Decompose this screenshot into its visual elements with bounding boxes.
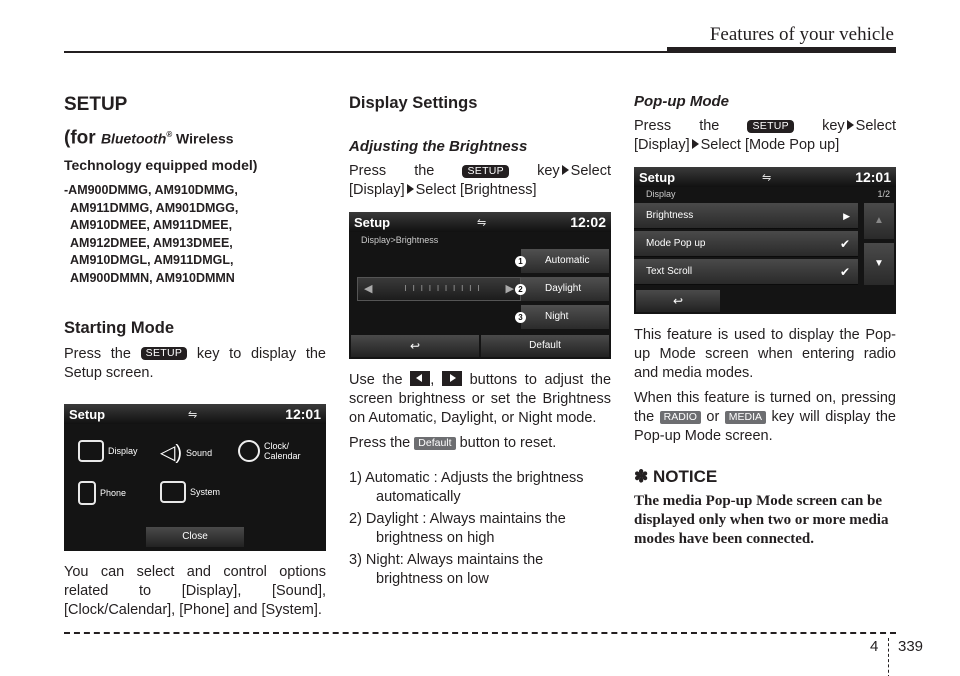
sound-tile (160, 440, 212, 465)
phone-tile (78, 481, 126, 505)
footer-separator (888, 638, 889, 676)
clock-tile (238, 440, 324, 462)
display-icon (78, 440, 104, 462)
night-option (521, 305, 609, 329)
display-bracket: [Display] (634, 137, 690, 153)
starting-mode-heading: Starting Mode (64, 319, 174, 338)
column-2 (349, 88, 611, 589)
select-mode: Select [Mode Pop up] (700, 137, 840, 153)
model-list (64, 182, 326, 287)
key-rest: key will display the Pop-up Mode screen. (634, 409, 896, 444)
screen-clock: 12:01 (855, 169, 891, 185)
close-button: Close (146, 527, 244, 547)
header-rule-thick (667, 47, 896, 53)
setup-screen-image (64, 404, 326, 551)
use-buttons-text (349, 371, 611, 428)
popup-mode-heading: Pop-up Mode (634, 93, 729, 110)
option-label: Night (545, 311, 569, 322)
model-line: AM911DMMG, AM901DMGG, (70, 200, 239, 215)
brightness-slider (357, 277, 521, 301)
screen-title: Setup (69, 407, 106, 423)
automatic-option (521, 249, 609, 273)
reset-rest: button to reset. (459, 435, 557, 451)
bluetooth-word: Bluetooth (100, 130, 167, 147)
wireless-word: Wireless (172, 130, 234, 147)
press-word: Press (349, 163, 387, 179)
radio-key: RADIO (660, 411, 701, 424)
slider-right-icon: ▶ (505, 283, 514, 295)
for-prefix: (for (64, 127, 101, 149)
tile-label: Sound (186, 447, 213, 458)
system-tile (160, 481, 220, 503)
brightness-screen-image (349, 212, 611, 359)
adjusting-brightness-heading: Adjusting the Brightness (349, 138, 528, 155)
brightness-mode-list (349, 469, 611, 589)
daylight-option (521, 277, 609, 301)
row-arrow-icon: ▶ (843, 211, 850, 221)
display-tile (78, 440, 138, 462)
check-icon: ✔ (839, 237, 850, 251)
select-word: Select (855, 118, 896, 134)
left-arrow-button-icon (410, 371, 430, 386)
brightness-row (634, 203, 858, 229)
model-line: AM900DMMN, AM910DMMN (70, 270, 235, 285)
right-arrow-button-icon (442, 371, 462, 386)
row-label: Brightness (646, 210, 694, 221)
default-key: Default (414, 437, 455, 450)
technology-line: Technology equipped model) (64, 157, 258, 174)
tile-label: Display (108, 446, 138, 457)
callout-2: 2 (515, 284, 526, 295)
header-title: Features of your vehicle (709, 24, 894, 45)
list-item: 2) Daylight : Always maintains the brightness on high (349, 511, 566, 546)
list-item: 1) Automatic : Adjusts the brightness automatically (349, 470, 584, 505)
scroll-down-icon: ▼ (864, 243, 894, 285)
model-line: -AM900DMMG, AM910DMMG, (64, 183, 238, 198)
setup-key: SETUP (141, 347, 188, 360)
model-line: AM910DMEE, AM911DMEE, (70, 218, 233, 233)
or-word: or (706, 409, 720, 425)
setup-key: SETUP (462, 165, 509, 178)
footer-rule (64, 632, 896, 634)
clock-icon (238, 440, 260, 462)
arrow-right-icon (562, 165, 569, 175)
screen-clock: 12:01 (285, 406, 321, 423)
comma: , (430, 372, 435, 388)
select-word: Select (570, 163, 611, 179)
arrow-right-icon (847, 120, 854, 130)
when-text: When this feature is turned on, pressing the (634, 390, 896, 425)
usb-icon: ⇋ (477, 217, 487, 229)
usb-icon: ⇋ (188, 409, 198, 422)
use-rest: buttons to adjust the screen brightness or set the Brightness on Automatic, Daylight, or Night mode. (349, 372, 612, 426)
chapter-number: 4 (870, 638, 879, 655)
default-button: Default (481, 335, 609, 357)
check-icon: ✔ (839, 265, 850, 279)
display-settings-heading: Display Settings (349, 94, 478, 112)
brightness-instruction-line-1 (349, 162, 611, 181)
use-the: Use the (349, 372, 403, 388)
list-item: 3) Night: Always maintains the brightness on low (349, 552, 544, 587)
reset-text (349, 434, 611, 453)
arrow-right-icon (407, 184, 414, 194)
screen-breadcrumb: Display (646, 189, 676, 199)
screen-clock: 12:02 (570, 214, 606, 230)
column-1 (64, 88, 326, 620)
tile-label: Phone (100, 488, 127, 499)
page-number: 339 (898, 638, 924, 655)
screen-page-indicator: 1/2 (877, 189, 890, 199)
callout-1: 1 (515, 256, 526, 267)
press-rest-text: key to display the Setup screen. (64, 346, 326, 382)
setup-heading: SETUP (64, 94, 128, 115)
for-bluetooth-line (64, 123, 326, 151)
tile-label: Clock/ Calendar (264, 441, 301, 462)
the-word: the (699, 118, 720, 134)
key-word: key (537, 163, 560, 179)
select-brightness: Select [Brightness] (415, 182, 537, 198)
display-bracket: [Display] (349, 182, 405, 198)
option-label: Automatic (545, 255, 590, 266)
starting-mode-text (64, 345, 326, 383)
slider-ticks: ı ı ı ı ı ı ı ı ı ı (404, 282, 482, 294)
slider-left-icon: ◀ (364, 283, 373, 295)
setup-description: You can select and control options related to [Display], [Sound], [Clock/Calendar], [Phone] and [System]. (64, 564, 326, 619)
option-label: Daylight (545, 283, 582, 294)
press-the: Press the (349, 435, 411, 451)
usb-icon: ⇋ (762, 172, 772, 184)
popup-screen-image (634, 167, 896, 314)
row-label: Mode Pop up (646, 238, 706, 249)
setup-key: SETUP (747, 120, 794, 133)
scroll-up-icon: ▲ (864, 203, 894, 239)
phone-icon (78, 481, 96, 505)
model-line: AM912DMEE, AM913DMEE, (70, 235, 233, 250)
tile-label: System (190, 487, 221, 498)
press-the-text: Press the (64, 346, 131, 363)
popup-key-text (634, 389, 896, 446)
media-key: MEDIA (725, 411, 766, 424)
the-word: the (414, 163, 435, 179)
arrow-right-icon (692, 139, 699, 149)
column-3 (634, 88, 896, 549)
notice-body: The media Pop-up Mode screen can be displayed only when two or more media modes have been connected. (634, 493, 889, 547)
speaker-icon: ◁) (160, 442, 183, 465)
screen-title: Setup (639, 170, 676, 185)
popup-description: This feature is used to display the Pop-up Mode screen when entering radio and media modes. (634, 327, 896, 381)
back-icon: ↩ (636, 290, 720, 312)
press-word: Press (634, 118, 672, 134)
popup-instruction-line-2 (634, 136, 896, 155)
screen-breadcrumb: Display>Brightness (361, 235, 439, 245)
screen-title: Setup (354, 215, 391, 230)
row-label: Text Scroll (646, 266, 693, 277)
model-line: AM910DMGL, AM911DMGL, (70, 253, 234, 268)
popup-instruction-line-1 (634, 117, 896, 136)
registered-mark: ® (166, 130, 173, 139)
key-word: key (822, 118, 845, 134)
back-icon: ↩ (351, 335, 479, 357)
brightness-instruction-line-2 (349, 181, 611, 200)
notice-heading: ✽ NOTICE (634, 467, 718, 486)
callout-3: 3 (515, 312, 526, 323)
system-icon (160, 481, 186, 503)
mode-popup-row (634, 231, 858, 257)
text-scroll-row (634, 259, 858, 285)
